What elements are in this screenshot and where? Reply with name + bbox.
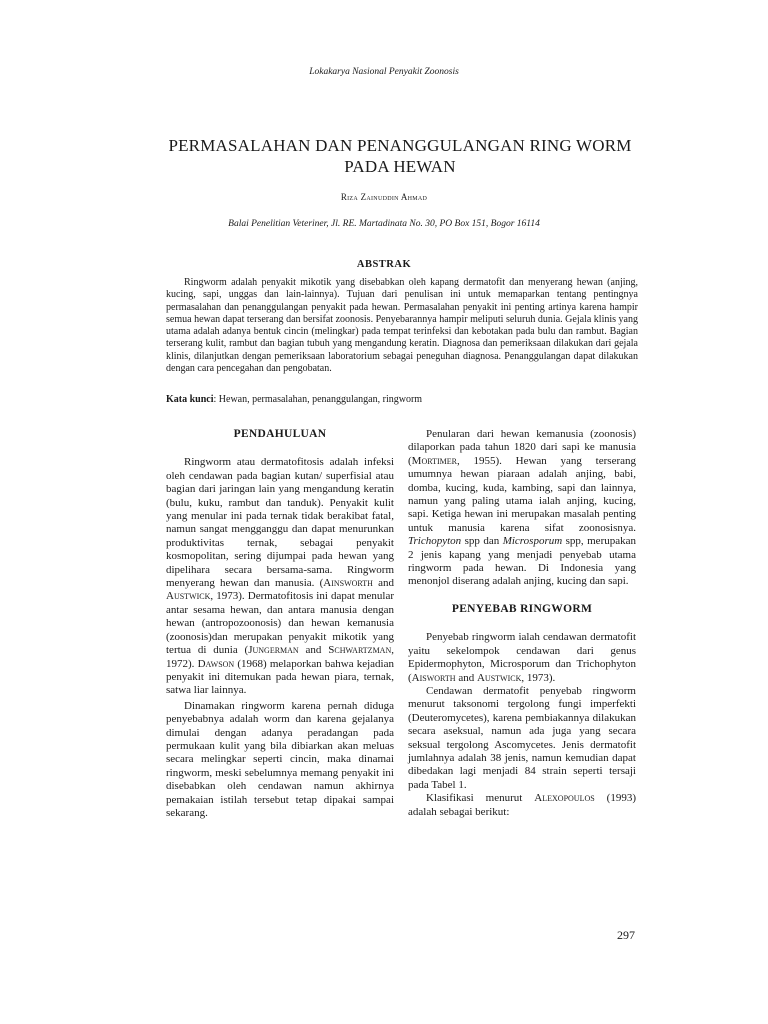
paragraph-pendahuluan-1: Ringworm atau dermatofitosis adalah infeksi oleh cendawan pada bagian kutan/ superfisial atau bagian dari jaringan lain yang mengandung keratin (bulu, kuku, rambut dan tanduk). Penyakit kulit yang menular ini pada ternak tidak berakibat fatal, namun sangat mengganggu dan dapat menurunkan produktivitas ternak, sebagai penyakit kosmopolitan, sering dijumpai pada hewan yang dipelihara secara bersama-sama. Ringworm menyerang hewan dan manusia. (Ainsworth and Austwick, 1973). Dermatofitosis ini dapat menular antar sesama hewan, dan antara manusia dengan hewan (antropozoonosis) dan hewan kemanusia (zoonosis)dan merupakan penyakit mikotik yang tertua di dunia (Jungerman and Schwartzman, 1972). Dawson (1968) melaporkan bahwa kejadian penyakit ini ditemukan pada hewan piara, ternak, satwa liar lainnya. xyxy=(166,456,394,697)
genus-name: Microsporum xyxy=(502,535,563,548)
keywords xyxy=(166,394,638,405)
right-column xyxy=(408,428,636,819)
citation-author: Alexopoulos xyxy=(534,792,595,805)
author-name: Riza Zainuddin Ahmad xyxy=(340,192,428,202)
running-header: Lokakarya Nasional Penyakit Zoonosis xyxy=(309,67,459,77)
genus-name: Trichopyton xyxy=(408,535,462,548)
citation-author: Schwartzman xyxy=(328,644,392,657)
section-heading-penyebab-ringworm: PENYEBAB RINGWORM xyxy=(451,602,593,615)
citation-author: Ainsworth xyxy=(323,577,373,590)
citation-author: Mortimer xyxy=(411,454,457,467)
left-column xyxy=(166,428,394,820)
title-line-2: PADA HEWAN xyxy=(344,157,456,176)
page-number: 297 xyxy=(617,928,635,942)
paragraph-penyebab-2: Cendawan dermatofit penyebab ringworm menurut taksonomi tergolong fungi imperfekti (Deuteromycetes), karena pembiakannya dilakukan secara aseksual, namun ada juga yang secara seksual tergolong Ascomycetes. Jenis dermatofit jumlahnya adalah 38 jenis, namun kemudian dapat dibedakan lagi menjadi 84 strain seperti tersaji pada Tabel 1. xyxy=(408,684,636,791)
citation-author: Austwick xyxy=(476,671,522,684)
paragraph-penyebab-1: Penyebab ringworm ialah cendawan dermatofit yaitu sekelompok cendawan dari genus Epidermophyton, Microsporum dan Trichophyton (Aisworth and Austwick, 1973). xyxy=(408,631,636,684)
citation-author: Dawson xyxy=(197,657,235,670)
citation-author: Austwick xyxy=(166,590,211,603)
title-line-1: PERMASALAHAN DAN PENANGGULANGAN RING WORM xyxy=(168,136,632,155)
abstract-text: Ringworm adalah penyakit mikotik yang disebabkan oleh kapang dermatofit dan menyerang hewan (anjing, kucing, sapi, unggas dan lain-lainnya). Tujuan dari penulisan ini untuk memaparkan tentang pentingnya permasalahan dan penanggulangan penyakit pada hewan. Permasalahan penyakit ini penting artinya karena hampir semua hewan dapat terserang dan bersifat zoonosis. Penyebarannya hampir meliputi seluruh dunia. Gejala klinis yang utama adalah adanya bentuk cincin (melingkar) pada tempat terinfeksi dan kebotakan pada bulu dan rambut. Bagian terserang kulit, rambut dan bagian tubuh yang mengandung keratin. Diagnosa dan pemeriksaan dilakukan dari gejala klinis, dilanjutkan dengan pemeriksaan laboratorium sebagai peneguhan diagnosa. Penanggulangan dapat dilakukan dengan cara pencegahan dan pengobatan. xyxy=(166,277,638,375)
paper-title xyxy=(140,135,660,177)
abstract-heading: ABSTRAK xyxy=(356,259,412,270)
paragraph-pendahuluan-2: Dinamakan ringworm karena pernah diduga penyebabnya adalah worm dan karena gejalanya dimulai dengan adanya peradangan pada permukaan kulit yang bila dibiarkan akan meluas secara melingkar seperti cincin, maka dinamai ringworm, meski sebelumnya memang penyakit ini disebabkan oleh cendawan namun akhirnya pemakaian istilah tersebut tetap dipakai sampai sekarang. xyxy=(166,699,394,819)
keywords-text: : Hewan, permasalahan, penanggulangan, ringworm xyxy=(213,394,423,405)
citation-author: Jungerman xyxy=(248,644,299,657)
paragraph-penularan: Penularan dari hewan kemanusia (zoonosis) dilaporkan pada tahun 1820 dari sapi ke manusia (Mortimer, 1955). Hewan yang terserang umumnya hewan piaraan adalah anjing, babi, domba, kucing, kuda, kambing, sapi dan lainnya, namun yang paling utama ialah anjing, kucing, sapi. Ketiga hewan ini merupakan masalah penting untuk manusia karena sifat zoonosisnya. Trichopyton spp dan Microsporum spp, merupakan 2 jenis kapang yang menjadi penyebab utama ringworm pada hewan. Di Indonesia yang menonjol diserang adalah anjing, kucing dan sapi. xyxy=(408,428,636,588)
author-affiliation: Balai Penelitian Veteriner, Jl. RE. Martadinata No. 30, PO Box 151, Bogor 16114 xyxy=(228,219,540,229)
paragraph-klasifikasi: Klasifikasi menurut Alexopoulos (1993) adalah sebagai berikut: xyxy=(408,792,636,818)
section-heading-pendahuluan: PENDAHULUAN xyxy=(233,428,327,440)
citation-author: Aisworth xyxy=(411,671,456,684)
keywords-label: Kata kunci xyxy=(166,394,214,405)
